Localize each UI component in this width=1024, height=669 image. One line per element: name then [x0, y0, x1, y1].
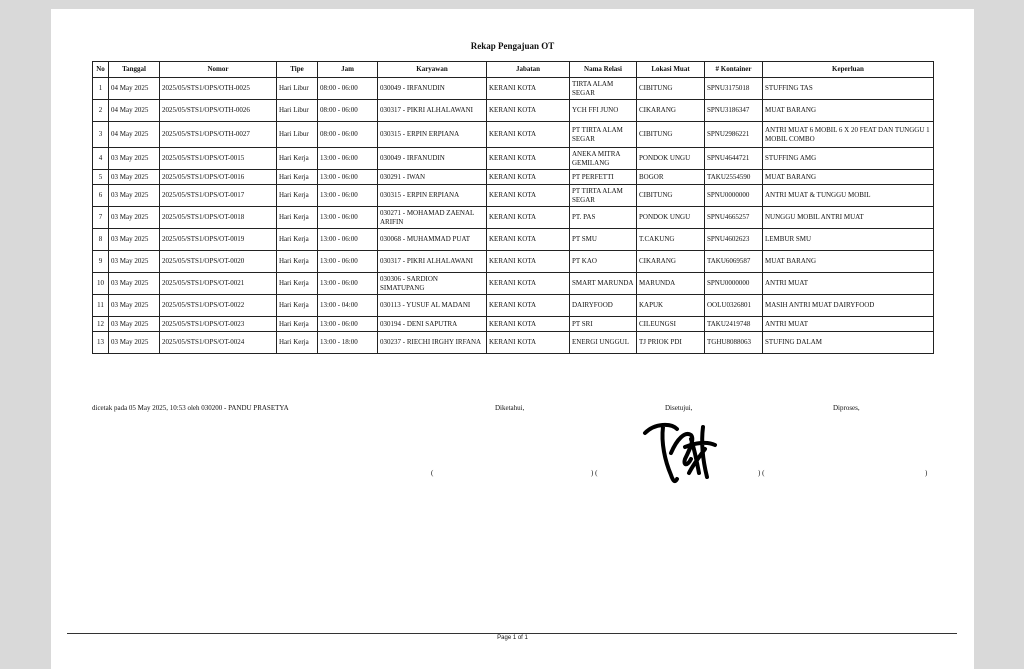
table-cell: TGHU8088063 — [705, 332, 763, 354]
table-cell: 08:00 - 06:00 — [318, 78, 378, 100]
table-cell: 2025/05/STS1/OPS/OTH-0027 — [160, 122, 277, 148]
table-cell: TJ PRIOK PDI — [637, 332, 705, 354]
table-cell: Hari Kerja — [277, 229, 318, 251]
table-cell: Hari Kerja — [277, 148, 318, 170]
col-header: Jabatan — [487, 62, 570, 78]
table-cell: ENERGI UNGGUL — [570, 332, 637, 354]
table-cell: 2025/05/STS1/OPS/OT-0023 — [160, 317, 277, 332]
table-cell: KERANI KOTA — [487, 273, 570, 295]
table-row — [93, 317, 934, 332]
printed-info: dicetak pada 05 May 2025, 10:53 oleh 030200 - PANDU PRASETYA — [92, 404, 289, 412]
table-cell: KERANI KOTA — [487, 332, 570, 354]
table-cell: 2025/05/STS1/OPS/OT-0019 — [160, 229, 277, 251]
table-cell: 030315 - ERPIN ERPIANA — [378, 185, 487, 207]
table-cell: CIBITUNG — [637, 185, 705, 207]
table-cell: CIKARANG — [637, 100, 705, 122]
table-row — [93, 100, 934, 122]
table-cell: CIBITUNG — [637, 78, 705, 100]
table-cell: 04 May 2025 — [109, 78, 160, 100]
processed-label: Diproses, — [833, 404, 860, 412]
table-cell: PT SRI — [570, 317, 637, 332]
table-row — [93, 295, 934, 317]
table-cell: BOGOR — [637, 170, 705, 185]
table-cell: PT PERFETTI — [570, 170, 637, 185]
overtime-table — [92, 61, 934, 354]
table-cell: SPNU0000000 — [705, 273, 763, 295]
table-row — [93, 148, 934, 170]
table-cell: 2025/05/STS1/OPS/OT-0018 — [160, 207, 277, 229]
table-cell: 2025/05/STS1/OPS/OT-0017 — [160, 185, 277, 207]
table-cell: PONDOK UNGU — [637, 207, 705, 229]
col-header: No — [93, 62, 109, 78]
table-cell: KERANI KOTA — [487, 207, 570, 229]
table-cell: OOLU0326801 — [705, 295, 763, 317]
table-cell: PT TIRTA ALAM SEGAR — [570, 185, 637, 207]
col-header: Tipe — [277, 62, 318, 78]
table-cell: 2025/05/STS1/OPS/OT-0015 — [160, 148, 277, 170]
table-row — [93, 78, 934, 100]
table-cell: CIKARANG — [637, 251, 705, 273]
table-cell: 03 May 2025 — [109, 170, 160, 185]
table-row — [93, 122, 934, 148]
table-cell: 7 — [93, 207, 109, 229]
table-cell: 3 — [93, 122, 109, 148]
table-cell: ANEKA MITRA GEMILANG — [570, 148, 637, 170]
report-title: Rekap Pengajuan OT — [470, 41, 555, 51]
col-header: Jam — [318, 62, 378, 78]
table-cell: SMART MARUNDA — [570, 273, 637, 295]
table-cell: ANTRI MUAT & TUNGGU MOBIL — [763, 185, 934, 207]
signature-bracket: ( — [431, 469, 434, 477]
table-cell: PT TIRTA ALAM SEGAR — [570, 122, 637, 148]
table-cell: KAPUK — [637, 295, 705, 317]
table-row — [93, 332, 934, 354]
col-header: Karyawan — [378, 62, 487, 78]
table-cell: 04 May 2025 — [109, 122, 160, 148]
table-cell: SPNU4602623 — [705, 229, 763, 251]
table-cell: 13:00 - 06:00 — [318, 273, 378, 295]
table-cell: Hari Kerja — [277, 251, 318, 273]
table-cell: SPNU4665257 — [705, 207, 763, 229]
table-cell: 030049 - IRFANUDIN — [378, 78, 487, 100]
table-header-row — [93, 62, 934, 78]
table-cell: 03 May 2025 — [109, 207, 160, 229]
table-cell: PT SMU — [570, 229, 637, 251]
handwritten-signature — [641, 409, 721, 489]
table-cell: SPNU3175018 — [705, 78, 763, 100]
table-row — [93, 207, 934, 229]
table-cell: 04 May 2025 — [109, 100, 160, 122]
table-cell: 2025/05/STS1/OPS/OT-0021 — [160, 273, 277, 295]
table-cell: 6 — [93, 185, 109, 207]
table-cell: 2025/05/STS1/OPS/OT-0020 — [160, 251, 277, 273]
table-cell: PT. PAS — [570, 207, 637, 229]
col-header: Nomor — [160, 62, 277, 78]
table-cell: 10 — [93, 273, 109, 295]
col-header: Tanggal — [109, 62, 160, 78]
table-cell: 030068 - MUHAMMAD PUAT — [378, 229, 487, 251]
table-cell: 03 May 2025 — [109, 317, 160, 332]
table-cell: MARUNDA — [637, 273, 705, 295]
table-cell: PT KAO — [570, 251, 637, 273]
signature-bracket: ) ( — [758, 469, 765, 477]
table-cell: YCH FFI JUNO — [570, 100, 637, 122]
table-cell: 030317 - PIKRI ALHALAWANI — [378, 100, 487, 122]
table-row — [93, 185, 934, 207]
table-cell: Hari Kerja — [277, 207, 318, 229]
table-cell: 13:00 - 06:00 — [318, 207, 378, 229]
table-cell: 030237 - RIECHI IRGHY IRFANA — [378, 332, 487, 354]
table-cell: SPNU0000000 — [705, 185, 763, 207]
table-cell: Hari Kerja — [277, 185, 318, 207]
table-cell: Hari Kerja — [277, 332, 318, 354]
table-cell: 13:00 - 06:00 — [318, 251, 378, 273]
table-cell: 1 — [93, 78, 109, 100]
table-cell: STUFFING AMG — [763, 148, 934, 170]
table-cell: 030291 - IWAN — [378, 170, 487, 185]
table-row — [93, 229, 934, 251]
table-cell: Hari Libur — [277, 122, 318, 148]
table-cell: 2 — [93, 100, 109, 122]
table-cell: 13:00 - 06:00 — [318, 317, 378, 332]
table-cell: KERANI KOTA — [487, 170, 570, 185]
table-cell: Hari Kerja — [277, 295, 318, 317]
table-row — [93, 273, 934, 295]
table-cell: LEMBUR SMU — [763, 229, 934, 251]
table-cell: ANTRI MUAT — [763, 273, 934, 295]
table-cell: STUFING DALAM — [763, 332, 934, 354]
table-cell: 12 — [93, 317, 109, 332]
table-cell: 030049 - IRFANUDIN — [378, 148, 487, 170]
table-cell: NUNGGU MOBIL ANTRI MUAT — [763, 207, 934, 229]
table-cell: 2025/05/STS1/OPS/OTH-0025 — [160, 78, 277, 100]
table-cell: Hari Libur — [277, 78, 318, 100]
table-cell: CIBITUNG — [637, 122, 705, 148]
table-cell: KERANI KOTA — [487, 185, 570, 207]
table-cell: KERANI KOTA — [487, 122, 570, 148]
table-cell: 2025/05/STS1/OPS/OT-0016 — [160, 170, 277, 185]
table-cell: SPNU3186347 — [705, 100, 763, 122]
table-cell: 030315 - ERPIN ERPIANA — [378, 122, 487, 148]
table-cell: 03 May 2025 — [109, 332, 160, 354]
table-cell: PONDOK UNGU — [637, 148, 705, 170]
footer-rule — [67, 633, 957, 634]
table-cell: SPNU2986221 — [705, 122, 763, 148]
table-cell: 13:00 - 06:00 — [318, 229, 378, 251]
table-cell: 13:00 - 06:00 — [318, 148, 378, 170]
table-cell: 13:00 - 06:00 — [318, 170, 378, 185]
table-cell: DAIRYFOOD — [570, 295, 637, 317]
table-cell: KERANI KOTA — [487, 251, 570, 273]
approved-label: Disetujui, — [665, 404, 693, 412]
table-cell: 030271 - MOHAMAD ZAENAL ARIFIN — [378, 207, 487, 229]
table-cell: 03 May 2025 — [109, 185, 160, 207]
table-cell: 2025/05/STS1/OPS/OT-0022 — [160, 295, 277, 317]
signature-bracket: ) ( — [591, 469, 598, 477]
table-cell: 13:00 - 18:00 — [318, 332, 378, 354]
table-cell: TAKU2419748 — [705, 317, 763, 332]
table-cell: 13 — [93, 332, 109, 354]
table-cell: KERANI KOTA — [487, 317, 570, 332]
table-cell: TAKU2554590 — [705, 170, 763, 185]
col-header: Lokasi Muat — [637, 62, 705, 78]
table-cell: 08:00 - 06:00 — [318, 122, 378, 148]
table-cell: ANTRI MUAT 6 MOBIL 6 X 20 FEAT DAN TUNGGU 1 MOBIL COMBO — [763, 122, 934, 148]
table-cell: 03 May 2025 — [109, 251, 160, 273]
table-cell: Hari Kerja — [277, 317, 318, 332]
table-cell: KERANI KOTA — [487, 295, 570, 317]
col-header: Keperluan — [763, 62, 934, 78]
table-cell: STUFFING TAS — [763, 78, 934, 100]
known-label: Diketahui, — [495, 404, 525, 412]
table-row — [93, 170, 934, 185]
table-cell: 03 May 2025 — [109, 148, 160, 170]
table-cell: 030113 - YUSUF AL MADANI — [378, 295, 487, 317]
table-cell: TIRTA ALAM SEGAR — [570, 78, 637, 100]
table-cell: 2025/05/STS1/OPS/OTH-0026 — [160, 100, 277, 122]
table-cell: 4 — [93, 148, 109, 170]
table-cell: 2025/05/STS1/OPS/OT-0024 — [160, 332, 277, 354]
page-number: Page 1 of 1 — [497, 635, 528, 641]
table-cell: KERANI KOTA — [487, 229, 570, 251]
table-cell: 8 — [93, 229, 109, 251]
table-cell: MUAT BARANG — [763, 251, 934, 273]
table-cell: MASIH ANTRI MUAT DAIRYFOOD — [763, 295, 934, 317]
table-cell: 11 — [93, 295, 109, 317]
table-cell: SPNU4644721 — [705, 148, 763, 170]
table-cell: KERANI KOTA — [487, 78, 570, 100]
table-cell: ANTRI MUAT — [763, 317, 934, 332]
table-cell: 03 May 2025 — [109, 273, 160, 295]
table-cell: 030194 - DENI SAPUTRA — [378, 317, 487, 332]
table-cell: T.CAKUNG — [637, 229, 705, 251]
table-cell: 030306 - SARDION SIMATUPANG — [378, 273, 487, 295]
col-header: # Kontainer — [705, 62, 763, 78]
table-body — [93, 78, 934, 354]
table-cell: Hari Libur — [277, 100, 318, 122]
table-cell: MUAT BARANG — [763, 100, 934, 122]
table-cell: 03 May 2025 — [109, 229, 160, 251]
table-cell: KERANI KOTA — [487, 148, 570, 170]
table-cell: CILEUNGSI — [637, 317, 705, 332]
table-cell: 030317 - PIKRI ALHALAWANI — [378, 251, 487, 273]
table-row — [93, 251, 934, 273]
table-cell: MUAT BARANG — [763, 170, 934, 185]
table-cell: 13:00 - 06:00 — [318, 185, 378, 207]
table-cell: 03 May 2025 — [109, 295, 160, 317]
table-cell: TAKU6069587 — [705, 251, 763, 273]
table-cell: Hari Kerja — [277, 273, 318, 295]
table-cell: KERANI KOTA — [487, 100, 570, 122]
table-cell: 5 — [93, 170, 109, 185]
document-page — [51, 9, 974, 669]
table-cell: 08:00 - 06:00 — [318, 100, 378, 122]
table-cell: 9 — [93, 251, 109, 273]
table-cell: 13:00 - 04:00 — [318, 295, 378, 317]
col-header: Nama Relasi — [570, 62, 637, 78]
table-cell: Hari Kerja — [277, 170, 318, 185]
signature-bracket: ) — [925, 469, 928, 477]
